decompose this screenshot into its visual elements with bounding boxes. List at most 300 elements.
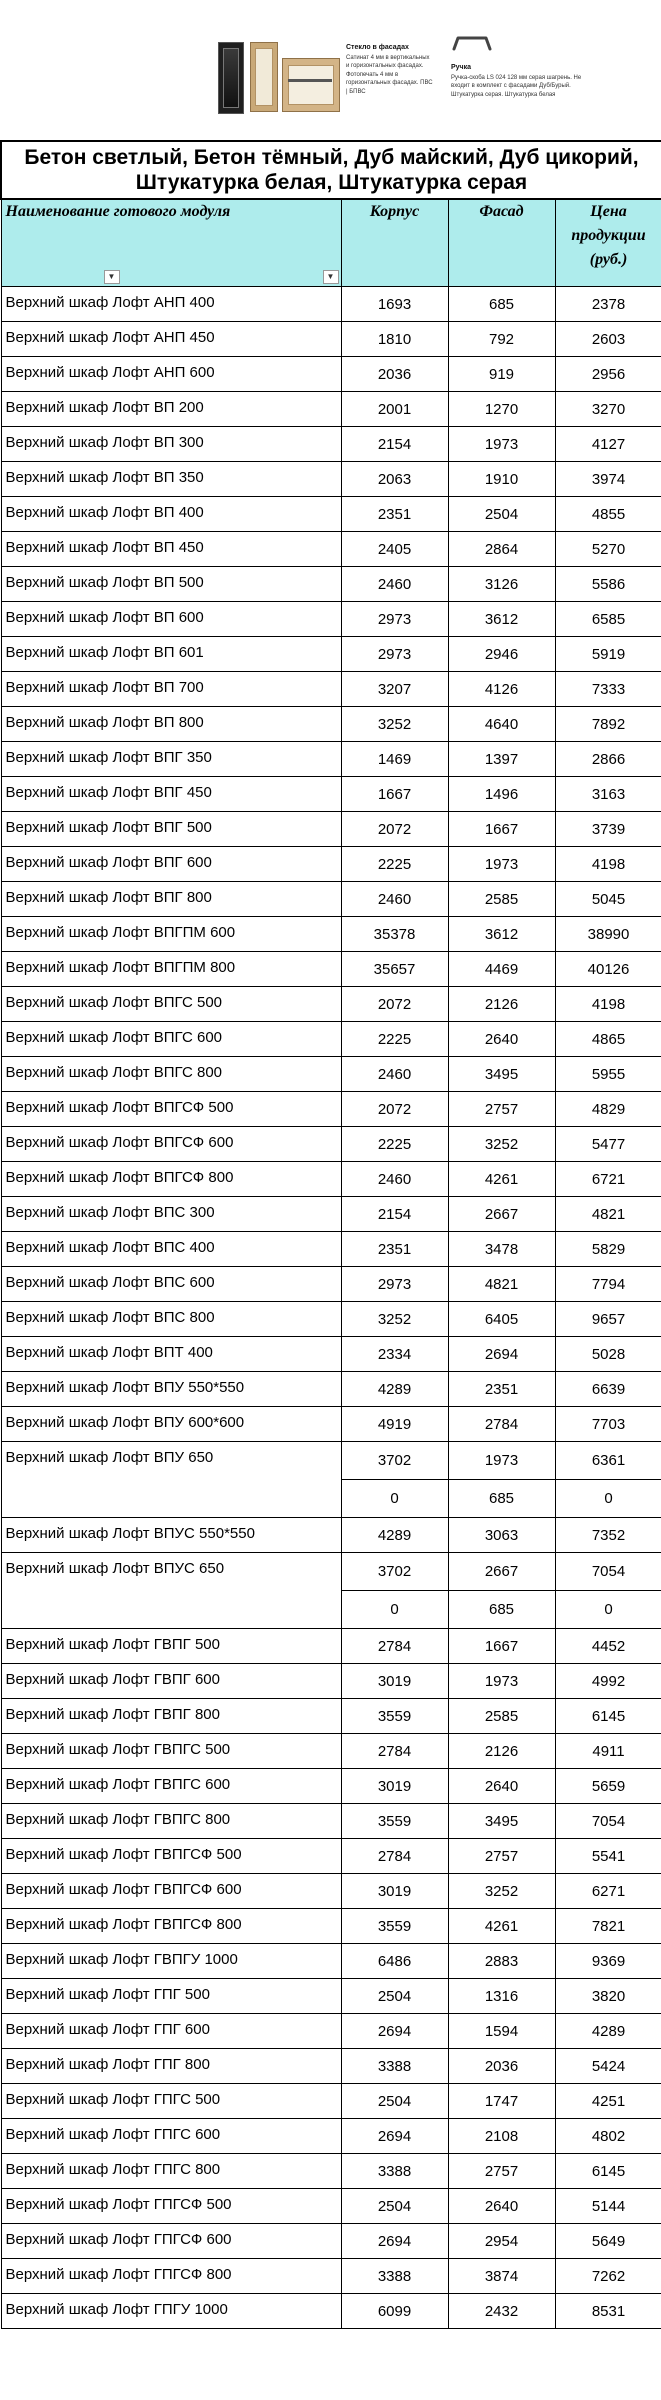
table-row	[1, 2259, 661, 2294]
module-name-cell: Верхний шкаф Лофт ВП 450	[1, 532, 341, 567]
price-cell: 4911	[555, 1734, 661, 1769]
price-cell: 2603	[555, 322, 661, 357]
fasad-cell: 2757	[448, 1092, 555, 1127]
module-name-cell: Верхний шкаф Лофт ГПГ 500	[1, 1979, 341, 2014]
price-cell: 4821	[555, 1197, 661, 1232]
table-row	[1, 1407, 661, 1442]
glass-caption-title: Стекло в фасадах	[346, 44, 409, 51]
price-cell: 6145	[555, 2154, 661, 2189]
fasad-cell: 1496	[448, 777, 555, 812]
module-name-cell: Верхний шкаф Лофт ВПУ 650	[1, 1442, 341, 1518]
module-name-cell: Верхний шкаф Лофт ВПУС 650	[1, 1553, 341, 1629]
price-cell: 9369	[555, 1944, 661, 1979]
korpus-cell: 3252	[341, 707, 448, 742]
korpus-cell: 3388	[341, 2154, 448, 2189]
korpus-cell: 2154	[341, 1197, 448, 1232]
price-cell: 2956	[555, 357, 661, 392]
module-name-cell: Верхний шкаф Лофт ВПУ 550*550	[1, 1372, 341, 1407]
table-row	[1, 567, 661, 602]
korpus-cell: 2504	[341, 2084, 448, 2119]
price-cell: 4992	[555, 1664, 661, 1699]
korpus-cell: 2784	[341, 1629, 448, 1664]
korpus-cell: 2405	[341, 532, 448, 567]
price-cell: 5649	[555, 2224, 661, 2259]
price-cell: 5045	[555, 882, 661, 917]
column-header-name-label: Наименование готового модуля	[5, 203, 231, 220]
module-name-cell: Верхний шкаф Лофт ГВПГ 800	[1, 1699, 341, 1734]
price-cell: 5659	[555, 1769, 661, 1804]
fasad-cell: 2784	[448, 1407, 555, 1442]
korpus-cell: 2694	[341, 2119, 448, 2154]
column-header-name	[1, 199, 341, 287]
fasad-cell: 2585	[448, 882, 555, 917]
table-row	[1, 1699, 661, 1734]
table-row	[1, 1337, 661, 1372]
module-name-cell: Верхний шкаф Лофт ГПГСФ 500	[1, 2189, 341, 2224]
table-row	[1, 1442, 661, 1480]
table-row	[1, 672, 661, 707]
price-cell: 7794	[555, 1267, 661, 1302]
table-row	[1, 532, 661, 567]
table-row	[1, 1057, 661, 1092]
fasad-cell: 3612	[448, 917, 555, 952]
korpus-cell: 2504	[341, 1979, 448, 2014]
price-table	[0, 140, 661, 2329]
korpus-cell: 2973	[341, 1267, 448, 1302]
fasad-cell: 3495	[448, 1804, 555, 1839]
price-cell: 7262	[555, 2259, 661, 2294]
korpus-cell: 2225	[341, 1127, 448, 1162]
table-row	[1, 707, 661, 742]
korpus-cell: 4289	[341, 1518, 448, 1553]
fasad-cell: 3126	[448, 567, 555, 602]
korpus-cell: 3019	[341, 1769, 448, 1804]
fasad-cell: 2126	[448, 987, 555, 1022]
price-cell: 3739	[555, 812, 661, 847]
module-name-cell: Верхний шкаф Лофт ВПУС 550*550	[1, 1518, 341, 1553]
price-cell: 7054	[555, 1804, 661, 1839]
module-name-cell: Верхний шкаф Лофт ВП 700	[1, 672, 341, 707]
module-name-cell: Верхний шкаф Лофт ВПГПМ 800	[1, 952, 341, 987]
korpus-cell: 4919	[341, 1407, 448, 1442]
filter-dropdown-icon[interactable]: ▼	[323, 270, 339, 284]
module-name-cell: Верхний шкаф Лофт ВПГПМ 600	[1, 917, 341, 952]
korpus-cell: 2504	[341, 2189, 448, 2224]
cabinet-facade-image	[218, 42, 244, 114]
table-row	[1, 1162, 661, 1197]
fasad-cell: 1973	[448, 1442, 555, 1480]
fasad-cell: 2640	[448, 2189, 555, 2224]
module-name-cell: Верхний шкаф Лофт ВПГС 800	[1, 1057, 341, 1092]
fasad-cell: 3874	[448, 2259, 555, 2294]
fasad-cell: 685	[448, 287, 555, 322]
module-name-cell: Верхний шкаф Лофт ГВПГСФ 600	[1, 1874, 341, 1909]
table-row	[1, 1629, 661, 1664]
price-cell: 4802	[555, 2119, 661, 2154]
price-cell: 5541	[555, 1839, 661, 1874]
module-name-cell: Верхний шкаф Лофт ВПГ 800	[1, 882, 341, 917]
price-cell: 5144	[555, 2189, 661, 2224]
glass-facade-vertical-image	[250, 42, 278, 112]
module-name-cell: Верхний шкаф Лофт ГПГС 500	[1, 2084, 341, 2119]
module-name-cell: Верхний шкаф Лофт ВПГС 600	[1, 1022, 341, 1057]
price-cell: 7892	[555, 707, 661, 742]
korpus-cell: 2001	[341, 392, 448, 427]
korpus-cell: 1469	[341, 742, 448, 777]
korpus-cell: 2973	[341, 602, 448, 637]
fasad-cell: 919	[448, 357, 555, 392]
module-name-cell: Верхний шкаф Лофт ГВПГСФ 500	[1, 1839, 341, 1874]
table-row	[1, 987, 661, 1022]
price-cell: 4198	[555, 847, 661, 882]
module-name-cell: Верхний шкаф Лофт ВПС 300	[1, 1197, 341, 1232]
module-name-cell: Верхний шкаф Лофт ГПГСФ 800	[1, 2259, 341, 2294]
module-name-cell: Верхний шкаф Лофт ГПГС 800	[1, 2154, 341, 2189]
korpus-cell: 3559	[341, 1699, 448, 1734]
fasad-cell: 3252	[448, 1127, 555, 1162]
price-cell: 6585	[555, 602, 661, 637]
table-row	[1, 1518, 661, 1553]
price-cell: 2378	[555, 287, 661, 322]
price-cell: 6721	[555, 1162, 661, 1197]
module-name-cell: Верхний шкаф Лофт ВП 600	[1, 602, 341, 637]
fasad-cell: 4261	[448, 1162, 555, 1197]
module-name-cell: Верхний шкаф Лофт ГВПГС 500	[1, 1734, 341, 1769]
korpus-cell: 3388	[341, 2259, 448, 2294]
module-name-cell: Верхний шкаф Лофт ВП 500	[1, 567, 341, 602]
korpus-cell: 2225	[341, 847, 448, 882]
korpus-cell: 2154	[341, 427, 448, 462]
fasad-cell: 1397	[448, 742, 555, 777]
korpus-cell: 3702	[341, 1442, 448, 1480]
price-cell: 7821	[555, 1909, 661, 1944]
table-row	[1, 882, 661, 917]
fasad-cell: 1594	[448, 2014, 555, 2049]
korpus-cell: 1667	[341, 777, 448, 812]
fasad-cell: 4126	[448, 672, 555, 707]
fasad-cell: 2694	[448, 1337, 555, 1372]
korpus-cell: 3252	[341, 1302, 448, 1337]
fasad-cell: 2432	[448, 2294, 555, 2329]
table-row	[1, 602, 661, 637]
product-header	[0, 0, 661, 140]
price-cell: 6639	[555, 1372, 661, 1407]
module-name-cell: Верхний шкаф Лофт АНП 450	[1, 322, 341, 357]
module-name-cell: Верхний шкаф Лофт ВП 350	[1, 462, 341, 497]
korpus-cell: 2460	[341, 1162, 448, 1197]
table-body	[1, 287, 661, 2329]
module-name-cell: Верхний шкаф Лофт ВПГ 500	[1, 812, 341, 847]
table-row	[1, 2294, 661, 2329]
price-cell: 4855	[555, 497, 661, 532]
price-cell: 7054	[555, 1553, 661, 1591]
korpus-cell: 4289	[341, 1372, 448, 1407]
module-name-cell: Верхний шкаф Лофт ВПГСФ 800	[1, 1162, 341, 1197]
fasad-cell: 2108	[448, 2119, 555, 2154]
korpus-cell: 2351	[341, 1232, 448, 1267]
fasad-cell: 3495	[448, 1057, 555, 1092]
module-name-cell: Верхний шкаф Лофт ВП 200	[1, 392, 341, 427]
table-title: Бетон светлый, Бетон тёмный, Дуб майский, Дуб цикорий, Штукатурка белая, Штукатурка серая	[1, 141, 661, 199]
module-name-cell: Верхний шкаф Лофт ВП 300	[1, 427, 341, 462]
fasad-cell: 2351	[448, 1372, 555, 1407]
price-cell: 9657	[555, 1302, 661, 1337]
table-row	[1, 1944, 661, 1979]
price-cell: 3270	[555, 392, 661, 427]
korpus-cell: 3019	[341, 1664, 448, 1699]
korpus-cell: 2351	[341, 497, 448, 532]
fasad-cell: 1667	[448, 1629, 555, 1664]
module-name-cell: Верхний шкаф Лофт ГВПГСФ 800	[1, 1909, 341, 1944]
table-row	[1, 742, 661, 777]
price-cell: 6361	[555, 1442, 661, 1480]
table-row	[1, 287, 661, 322]
korpus-cell: 2460	[341, 1057, 448, 1092]
korpus-cell: 2973	[341, 637, 448, 672]
column-header-fasad: Фасад	[448, 199, 555, 287]
table-row	[1, 952, 661, 987]
fasad-cell: 3612	[448, 602, 555, 637]
fasad-cell: 3478	[448, 1232, 555, 1267]
fasad-cell: 2667	[448, 1553, 555, 1591]
table-row	[1, 1769, 661, 1804]
handle-caption	[451, 64, 601, 99]
table-row	[1, 1197, 661, 1232]
table-row	[1, 2049, 661, 2084]
korpus-cell: 2036	[341, 357, 448, 392]
table-row	[1, 1232, 661, 1267]
price-cell: 4289	[555, 2014, 661, 2049]
fasad-cell: 2036	[448, 2049, 555, 2084]
module-name-cell: Верхний шкаф Лофт ГВПГС 800	[1, 1804, 341, 1839]
fasad-cell: 2954	[448, 2224, 555, 2259]
table-row	[1, 1302, 661, 1337]
price-cell: 0	[555, 1480, 661, 1518]
table-row	[1, 322, 661, 357]
table-row	[1, 1874, 661, 1909]
price-cell: 5919	[555, 637, 661, 672]
table-row	[1, 777, 661, 812]
fasad-cell: 1973	[448, 427, 555, 462]
fasad-cell: 1973	[448, 847, 555, 882]
module-name-cell: Верхний шкаф Лофт ГПГСФ 600	[1, 2224, 341, 2259]
fasad-cell: 2126	[448, 1734, 555, 1769]
price-cell: 5028	[555, 1337, 661, 1372]
table-row	[1, 2189, 661, 2224]
fasad-cell: 2640	[448, 1769, 555, 1804]
table-row	[1, 1979, 661, 2014]
price-cell: 5477	[555, 1127, 661, 1162]
korpus-cell: 0	[341, 1591, 448, 1629]
module-name-cell: Верхний шкаф Лофт ВПГСФ 600	[1, 1127, 341, 1162]
module-name-cell: Верхний шкаф Лофт ВПТ 400	[1, 1337, 341, 1372]
price-cell: 4829	[555, 1092, 661, 1127]
glass-caption	[346, 44, 434, 96]
fasad-cell: 1270	[448, 392, 555, 427]
price-cell: 7352	[555, 1518, 661, 1553]
korpus-cell: 35657	[341, 952, 448, 987]
korpus-cell: 3702	[341, 1553, 448, 1591]
fasad-cell: 2946	[448, 637, 555, 672]
module-name-cell: Верхний шкаф Лофт ГПГ 800	[1, 2049, 341, 2084]
fasad-cell: 2757	[448, 1839, 555, 1874]
table-row	[1, 1022, 661, 1057]
module-name-cell: Верхний шкаф Лофт ГВПГУ 1000	[1, 1944, 341, 1979]
korpus-cell: 2460	[341, 882, 448, 917]
price-cell: 4127	[555, 427, 661, 462]
column-header-price: Цена продукции (руб.)	[555, 199, 661, 287]
fasad-cell: 4640	[448, 707, 555, 742]
table-row	[1, 1804, 661, 1839]
korpus-cell: 3207	[341, 672, 448, 707]
module-name-cell: Верхний шкаф Лофт ВПУ 600*600	[1, 1407, 341, 1442]
price-cell: 4452	[555, 1629, 661, 1664]
price-cell: 3820	[555, 1979, 661, 2014]
korpus-cell: 2460	[341, 567, 448, 602]
fasad-cell: 6405	[448, 1302, 555, 1337]
price-cell: 3974	[555, 462, 661, 497]
price-cell: 38990	[555, 917, 661, 952]
table-row	[1, 1909, 661, 1944]
korpus-cell: 6099	[341, 2294, 448, 2329]
table-row	[1, 1839, 661, 1874]
module-name-cell: Верхний шкаф Лофт ВПС 400	[1, 1232, 341, 1267]
module-name-cell: Верхний шкаф Лофт ВП 400	[1, 497, 341, 532]
price-cell: 5586	[555, 567, 661, 602]
fasad-cell: 2864	[448, 532, 555, 567]
price-cell: 3163	[555, 777, 661, 812]
module-name-cell: Верхний шкаф Лофт ВПГ 600	[1, 847, 341, 882]
table-row	[1, 357, 661, 392]
price-cell: 4251	[555, 2084, 661, 2119]
korpus-cell: 35378	[341, 917, 448, 952]
module-name-cell: Верхний шкаф Лофт ВПГСФ 500	[1, 1092, 341, 1127]
table-row	[1, 1372, 661, 1407]
handle-caption-title: Ручка	[451, 64, 472, 71]
korpus-cell: 0	[341, 1480, 448, 1518]
table-row	[1, 1127, 661, 1162]
price-cell: 4198	[555, 987, 661, 1022]
table-row	[1, 637, 661, 672]
table-row	[1, 462, 661, 497]
fasad-cell: 685	[448, 1480, 555, 1518]
price-cell: 7333	[555, 672, 661, 707]
korpus-cell: 2334	[341, 1337, 448, 1372]
table-row	[1, 1553, 661, 1591]
fasad-cell: 1910	[448, 462, 555, 497]
fasad-cell: 2585	[448, 1699, 555, 1734]
price-cell: 8531	[555, 2294, 661, 2329]
korpus-cell: 2072	[341, 1092, 448, 1127]
korpus-cell: 3559	[341, 1909, 448, 1944]
module-name-cell: Верхний шкаф Лофт ГПГУ 1000	[1, 2294, 341, 2329]
module-name-cell: Верхний шкаф Лофт ГВПГС 600	[1, 1769, 341, 1804]
glass-caption-text: Сатинат 4 мм в вертикальных и горизонтальных фасадах. Фотопечать 4 мм в горизонтальных фасадах. ПВС | БПВС	[346, 54, 433, 95]
module-name-cell: Верхний шкаф Лофт ВПС 800	[1, 1302, 341, 1337]
price-cell: 6145	[555, 1699, 661, 1734]
price-cell: 4865	[555, 1022, 661, 1057]
module-name-cell: Верхний шкаф Лофт АНП 600	[1, 357, 341, 392]
module-name-cell: Верхний шкаф Лофт ВПС 600	[1, 1267, 341, 1302]
module-name-cell: Верхний шкаф Лофт ВПГ 350	[1, 742, 341, 777]
table-row	[1, 2014, 661, 2049]
fasad-cell: 1316	[448, 1979, 555, 2014]
table-row	[1, 427, 661, 462]
korpus-cell: 3559	[341, 1804, 448, 1839]
module-name-cell: Верхний шкаф Лофт АНП 400	[1, 287, 341, 322]
fasad-cell: 1667	[448, 812, 555, 847]
module-name-cell: Верхний шкаф Лофт ВПГС 500	[1, 987, 341, 1022]
korpus-cell: 1693	[341, 287, 448, 322]
handle-caption-text: Ручка-скоба LS 024 128 мм серая шагрень. Не входит в комплект с фасадами Дуб/Бурый. Штукатурка серая. Штукатурка белая	[451, 74, 582, 98]
korpus-cell: 2694	[341, 2014, 448, 2049]
table-row	[1, 1092, 661, 1127]
price-cell: 5424	[555, 2049, 661, 2084]
price-cell: 5270	[555, 532, 661, 567]
korpus-cell: 1810	[341, 322, 448, 357]
korpus-cell: 3019	[341, 1874, 448, 1909]
korpus-cell: 2784	[341, 1734, 448, 1769]
price-cell: 7703	[555, 1407, 661, 1442]
fasad-cell: 1747	[448, 2084, 555, 2119]
korpus-cell: 2072	[341, 987, 448, 1022]
fasad-cell: 4261	[448, 1909, 555, 1944]
module-name-cell: Верхний шкаф Лофт ВПГ 450	[1, 777, 341, 812]
fasad-cell: 685	[448, 1591, 555, 1629]
fasad-cell: 3252	[448, 1874, 555, 1909]
price-cell: 2866	[555, 742, 661, 777]
korpus-cell: 2072	[341, 812, 448, 847]
korpus-cell: 2063	[341, 462, 448, 497]
price-cell: 0	[555, 1591, 661, 1629]
module-name-cell: Верхний шкаф Лофт ВП 601	[1, 637, 341, 672]
module-name-cell: Верхний шкаф Лофт ГПГС 600	[1, 2119, 341, 2154]
table-row	[1, 812, 661, 847]
fasad-cell: 4469	[448, 952, 555, 987]
module-name-cell: Верхний шкаф Лофт ГВПГ 600	[1, 1664, 341, 1699]
korpus-cell: 2225	[341, 1022, 448, 1057]
fasad-cell: 2883	[448, 1944, 555, 1979]
fasad-cell: 2504	[448, 497, 555, 532]
fasad-cell: 2757	[448, 2154, 555, 2189]
table-row	[1, 2224, 661, 2259]
handle-icon	[451, 34, 493, 52]
table-row	[1, 917, 661, 952]
korpus-cell: 2694	[341, 2224, 448, 2259]
korpus-cell: 3388	[341, 2049, 448, 2084]
korpus-cell: 6486	[341, 1944, 448, 1979]
price-cell: 40126	[555, 952, 661, 987]
table-row	[1, 847, 661, 882]
price-cell: 6271	[555, 1874, 661, 1909]
fasad-cell: 792	[448, 322, 555, 357]
table-row	[1, 392, 661, 427]
price-cell: 5955	[555, 1057, 661, 1092]
filter-dropdown-icon[interactable]: ▼	[104, 270, 120, 284]
module-name-cell: Верхний шкаф Лофт ВП 800	[1, 707, 341, 742]
table-row	[1, 497, 661, 532]
fasad-cell: 2667	[448, 1197, 555, 1232]
module-name-cell: Верхний шкаф Лофт ГПГ 600	[1, 2014, 341, 2049]
table-row	[1, 1664, 661, 1699]
fasad-cell: 2640	[448, 1022, 555, 1057]
korpus-cell: 2784	[341, 1839, 448, 1874]
fasad-cell: 4821	[448, 1267, 555, 1302]
table-row	[1, 1267, 661, 1302]
glass-facade-horizontal-image	[282, 58, 340, 112]
fasad-cell: 3063	[448, 1518, 555, 1553]
price-cell: 5829	[555, 1232, 661, 1267]
